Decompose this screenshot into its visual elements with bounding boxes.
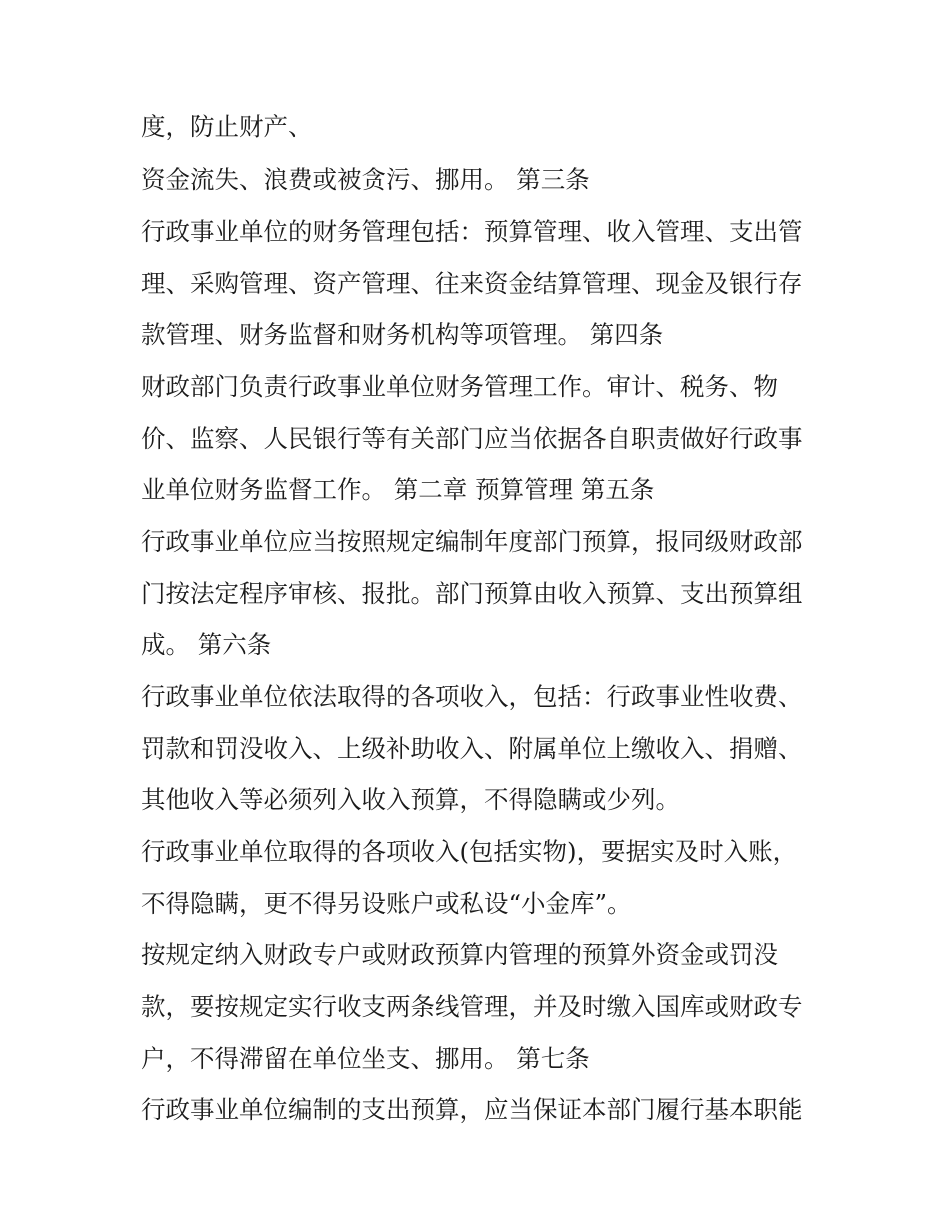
text-line: 度，防止财产、 <box>141 112 313 141</box>
text-line: 门按法定程序审核、报批。部门预算由收入预算、支出预算组 <box>141 579 803 608</box>
text-line: 户，不得滞留在单位坐支、挪用。 第七条 <box>141 1044 590 1073</box>
text-line: 行政事业单位取得的各项收入(包括实物)，要据实及时入账， <box>141 837 798 866</box>
text-line: 成。 第六条 <box>141 630 272 659</box>
text-line: 理、采购管理、资产管理、往来资金结算管理、现金及银行存 <box>141 269 803 298</box>
text-line: 不得隐瞒，更不得另设账户或私设“小金库”。 <box>141 889 632 918</box>
text-line: 行政事业单位编制的支出预算，应当保证本部门履行基本职能 <box>141 1095 803 1124</box>
text-line: 资金流失、浪费或被贪污、挪用。 第三条 <box>141 165 590 194</box>
text-line: 其他收入等必须列入收入预算，不得隐瞒或少列。 <box>141 785 680 814</box>
text-line: 行政事业单位依法取得的各项收入，包括：行政事业性收费、 <box>141 682 803 711</box>
text-line: 罚款和罚没收入、上级补助收入、附属单位上缴收入、捐赠、 <box>141 734 803 763</box>
text-line: 行政事业单位应当按照规定编制年度部门预算，报同级财政部 <box>141 527 803 556</box>
text-line: 业单位财务监督工作。 第二章 预算管理 第五条 <box>141 475 655 504</box>
text-line: 行政事业单位的财务管理包括：预算管理、收入管理、支出管 <box>141 217 803 246</box>
text-line: 款管理、财务监督和财务机构等项管理。 第四条 <box>141 320 664 349</box>
text-line: 款，要按规定实行收支两条线管理，并及时缴入国库或财政专 <box>141 992 803 1021</box>
text-line: 财政部门负责行政事业单位财务管理工作。审计、税务、物 <box>141 372 778 401</box>
text-line: 按规定纳入财政专户或财政预算内管理的预算外资金或罚没 <box>141 940 778 969</box>
text-line: 价、监察、人民银行等有关部门应当依据各自职责做好行政事 <box>141 424 803 453</box>
